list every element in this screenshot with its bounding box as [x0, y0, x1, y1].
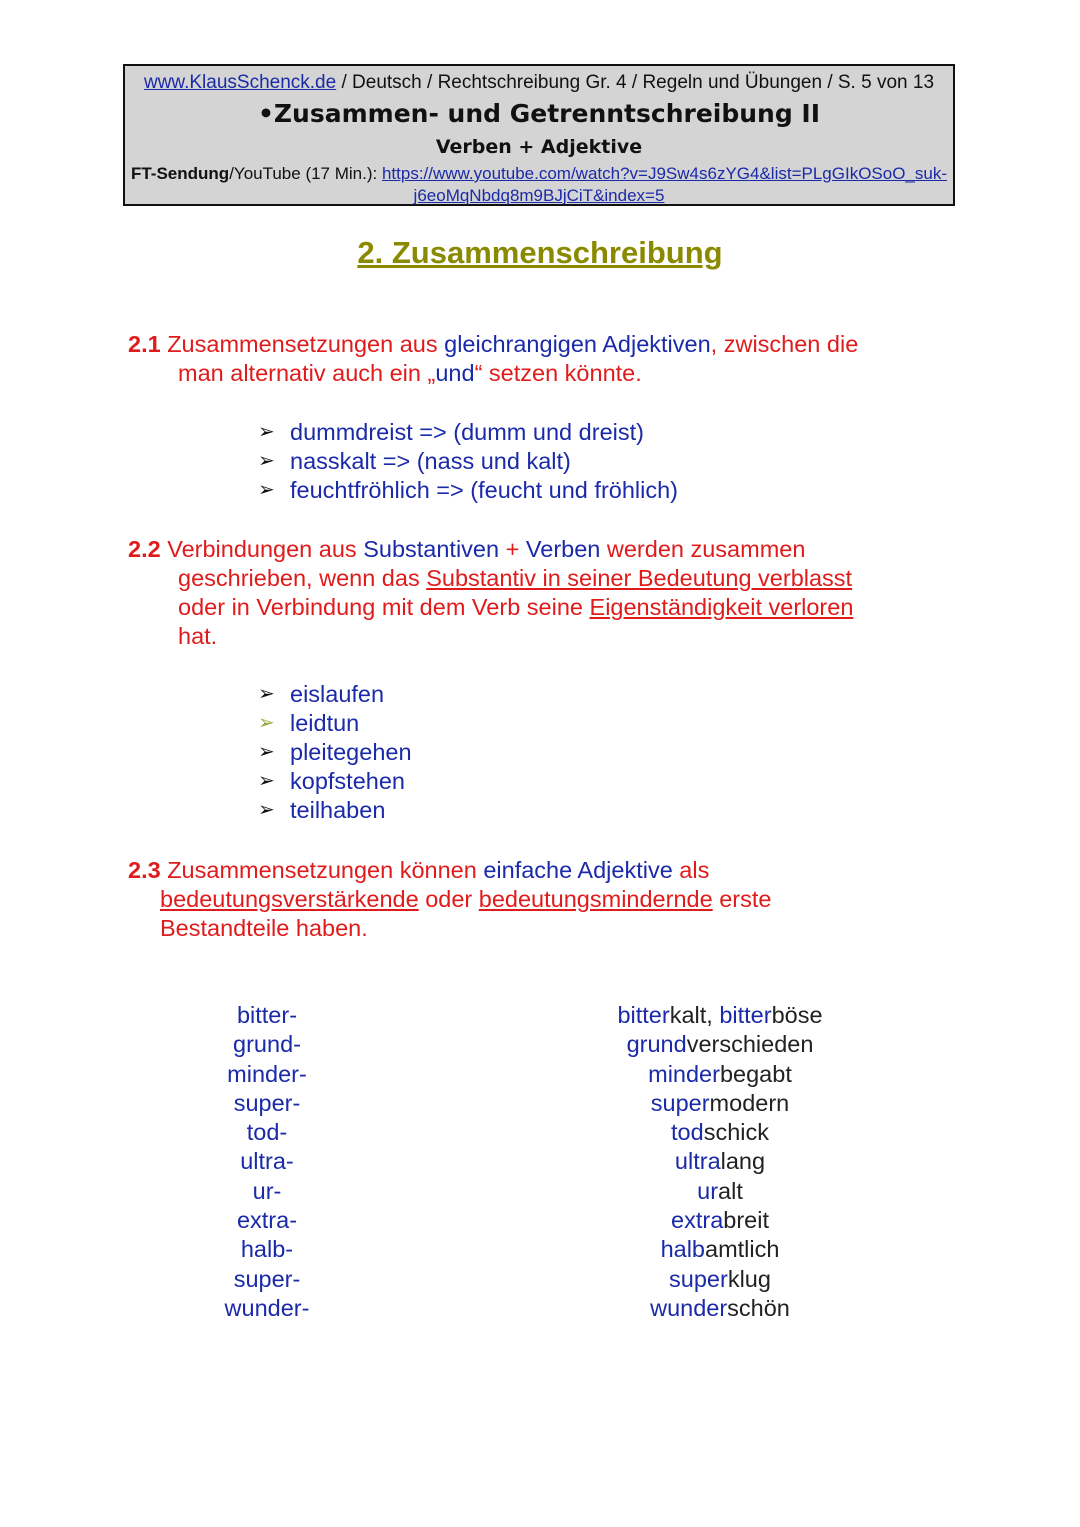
arrow-bullet-icon: ➢: [258, 683, 275, 705]
example-word: supermodern: [650, 1089, 790, 1116]
video-link[interactable]: https://www.youtube.com/watch?v=J9Sw4s6zYG4&list=PLgGIkOSoO_suk-: [381, 164, 948, 183]
site-link[interactable]: www.KlausSchenck.de: [143, 72, 337, 93]
arrow-bullet-icon: ➢: [258, 770, 275, 792]
arrow-bullet-icon: ➢: [258, 450, 275, 472]
example-word: todschick: [671, 1119, 769, 1146]
example-word: bitterkalt, bitterböse: [617, 1002, 823, 1028]
prefix-column: [200, 1001, 334, 1323]
prefix-item: ur-: [252, 1177, 282, 1204]
prefix-item: ultra-: [240, 1148, 294, 1175]
example-word: grundverschieden: [626, 1031, 814, 1058]
prefix-item: super-: [233, 1265, 301, 1292]
prefix-item: wunder-: [224, 1294, 310, 1321]
arrow-bullet-icon: ➢: [258, 741, 275, 763]
list-item: ➢ nasskalt => (nass und kalt): [258, 448, 571, 474]
example-word: superklug: [669, 1265, 771, 1292]
example-word: wunderschön: [650, 1294, 790, 1321]
examples-list-2-2: [258, 680, 412, 825]
example-word: uralt: [697, 1177, 743, 1204]
prefix-item: bitter-: [236, 1002, 298, 1028]
rule-2-3: 2.3 Zusammensetzungen können einfache Adjektive als bedeutungsverstärkende oder bedeutungsmindernde erste Bestandteile haben.: [128, 857, 772, 941]
rule-number: 2.1: [128, 331, 161, 357]
arrow-bullet-icon: ➢: [258, 712, 275, 734]
prefix-item: grund-: [233, 1031, 301, 1058]
arrow-bullet-icon: ➢: [258, 479, 275, 501]
rule-number: 2.3: [128, 857, 161, 883]
list-item: ➢ leidtun: [258, 710, 360, 736]
example-words-column: [560, 1001, 880, 1323]
example-word: minderbegabt: [648, 1060, 792, 1087]
list-item: ➢ kopfstehen: [258, 768, 405, 794]
example-word: halbamtlich: [660, 1236, 780, 1263]
section-title: 2. Zusammenschreibung: [357, 235, 723, 270]
rule-number: 2.2: [128, 536, 161, 562]
list-item: ➢ eislaufen: [258, 681, 385, 707]
rule-2-1: 2.1 Zusammensetzungen aus gleichrangigen Adjektiven, zwischen die man alternativ auch ein „und“ setzen könnte.: [128, 331, 859, 386]
header-box: [123, 64, 955, 206]
video-link-continued[interactable]: j6eoMqNbdq8m9BJjCiT&index=5: [413, 186, 665, 205]
video-reference: [125, 163, 953, 207]
document-title: •Zusammen- und Getrenntschreibung II: [257, 99, 821, 128]
prefix-item: super-: [233, 1089, 301, 1116]
example-word: ultralang: [674, 1148, 766, 1175]
ft-label: FT-Sendung: [130, 164, 230, 183]
arrow-bullet-icon: ➢: [258, 421, 275, 443]
list-item: ➢ dummdreist => (dumm und dreist): [258, 419, 644, 445]
example-word: extrabreit: [671, 1207, 769, 1234]
list-item: ➢ feuchtfröhlich => (feucht und fröhlich): [258, 477, 679, 503]
prefix-item: extra-: [236, 1207, 298, 1234]
document-subtitle: Verben + Adjektive: [435, 136, 643, 158]
list-item: ➢ teilhaben: [258, 797, 386, 823]
prefix-item: halb-: [240, 1236, 294, 1263]
prefix-item: minder-: [227, 1060, 307, 1087]
header-breadcrumb-line: [125, 72, 953, 94]
arrow-bullet-icon: ➢: [258, 799, 275, 821]
examples-list-2-1: [258, 418, 678, 505]
breadcrumb: / Deutsch / Rechtschreibung Gr. 4 / Regeln und Übungen / S. 5 von 13: [336, 72, 935, 93]
list-item: ➢ pleitegehen: [258, 739, 412, 765]
ft-text: /YouTube (17 Min.):: [229, 164, 382, 183]
rule-2-2: 2.2 Verbindungen aus Substantiven + Verben werden zusammen geschrieben, wenn das Substantiv in seiner Bedeutung verblasst oder in Verbindung mit dem Verb seine Eigenständigkeit verloren hat.: [128, 536, 854, 649]
prefix-item: tod-: [246, 1119, 288, 1146]
